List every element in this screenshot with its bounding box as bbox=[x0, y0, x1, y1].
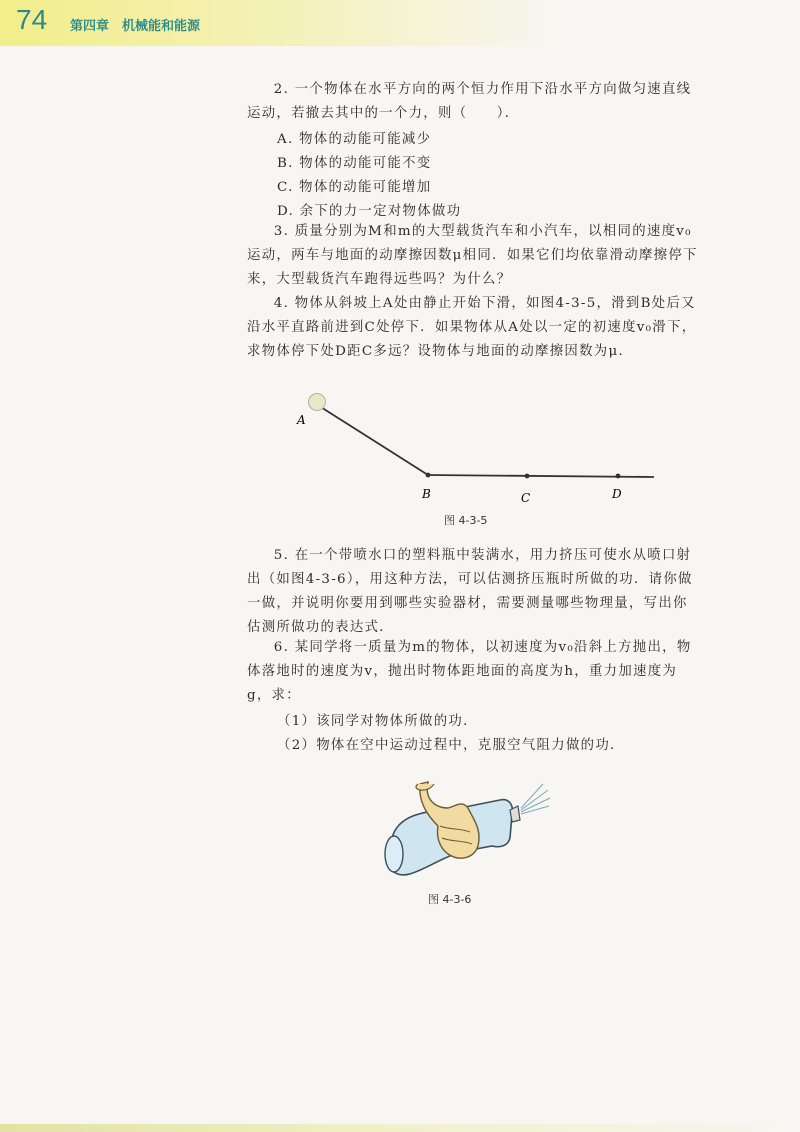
page-footer-band bbox=[0, 1124, 800, 1132]
question-5: 5. 在一个带喷水口的塑料瓶中装满水，用力挤压可使水从喷口射出（如图4-3-6），用这种方法，可以估测挤压瓶时所做的功．请你做一做，并说明你要用到哪些实验器材，需要测量哪些物理量，写出你估测所做功的表达式． bbox=[247, 548, 693, 635]
incline-slope-line bbox=[316, 404, 428, 475]
horizontal-road-line bbox=[428, 475, 654, 477]
page-header bbox=[0, 0, 800, 46]
page-number: 74 bbox=[16, 4, 48, 35]
point-b-marker bbox=[426, 473, 431, 478]
question-2-option-c: C. 物体的动能可能增加 bbox=[277, 180, 432, 195]
ball-object bbox=[309, 394, 326, 411]
label-b: B bbox=[422, 487, 431, 501]
finger-crease-2 bbox=[442, 838, 472, 844]
finger-crease-1 bbox=[440, 826, 470, 832]
figure-4-3-6-illustration bbox=[385, 782, 550, 875]
wrist-line bbox=[416, 784, 434, 790]
point-c-marker bbox=[525, 474, 530, 479]
chapter-title: 第四章 机械能和能源 bbox=[70, 19, 201, 34]
question-4: 4. 物体从斜坡上A处由静止开始下滑，如图4-3-5，滑到B处后又沿水平直路前进到C处停下．如果物体从A处以一定的初速度v₀滑下，求物体停下处D距C多远？设物体与地面的动摩擦因数为μ. bbox=[247, 296, 697, 359]
label-c: C bbox=[521, 491, 531, 505]
incline-diagram bbox=[296, 394, 654, 506]
question-6-stem: 6. 某同学将一质量为m的物体，以初速度为v₀沿斜上方抛出，物体落地时的速度为v，抛出时物体距地面的高度为h，重力加速度为g，求： bbox=[247, 640, 692, 703]
label-a: A bbox=[297, 413, 306, 427]
question-2-option-b: B. 物体的动能可能不变 bbox=[277, 156, 432, 171]
figure-4-3-5-caption: 图 4-3-5 bbox=[444, 514, 488, 527]
label-d: D bbox=[612, 487, 622, 501]
question-2-option-d: D. 余下的力一定对物体做功 bbox=[277, 204, 462, 219]
figure-4-3-6-caption: 图 4-3-6 bbox=[428, 893, 472, 906]
bottle-body bbox=[386, 800, 512, 875]
question-2-option-a: A. 物体的动能可能减少 bbox=[277, 132, 432, 147]
bottle-nozzle bbox=[510, 806, 520, 822]
question-6-part-1: （1）该同学对物体所做的功． bbox=[277, 714, 478, 729]
point-d-marker bbox=[616, 474, 621, 479]
question-2-stem: 2. 一个物体在水平方向的两个恒力作用下沿水平方向做匀速直线运动，若撤去其中的一个力，则（ ）． bbox=[247, 82, 692, 121]
question-6-part-2: （2）物体在空中运动过程中，克服空气阻力做的功． bbox=[277, 738, 625, 753]
hand-icon bbox=[420, 782, 479, 858]
water-spray bbox=[521, 784, 550, 814]
bottle-base bbox=[385, 836, 403, 872]
question-3: 3. 质量分别为M和m的大型载货汽车和小汽车，以相同的速度v₀运动，两车与地面的动摩擦因数μ相同．如果它们均依靠滑动摩擦停下来，大型载货汽车跑得远些吗？为什么？ bbox=[247, 224, 698, 287]
